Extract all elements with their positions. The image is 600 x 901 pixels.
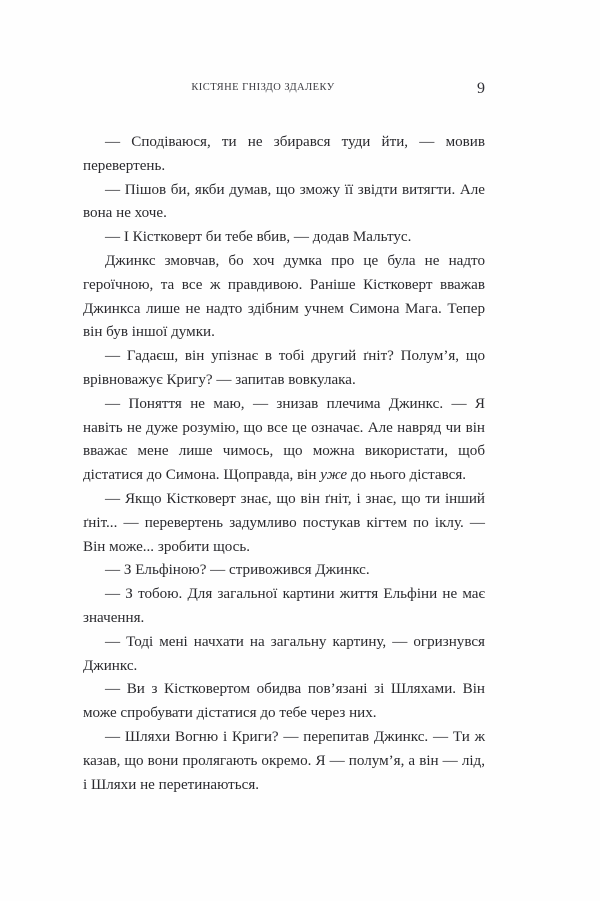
paragraph-text-lead: — Поняття не маю, — знизав плечима Джинкс. — Я навіть не дуже розумію, що все це означає. Але навряд чи він вважає мене лише чимось, що можна використати, щоб дістатися до Симона. Щоправда, він — [83, 395, 485, 484]
running-head-title: КІСТЯНЕ ГНІЗДО ЗДАЛЕКУ — [191, 82, 335, 93]
paragraph: Джинкс змовчав, бо хоч думка про це була не надто героїчною, та все ж правдивою. Раніше Кістковерт вважав Джинкса лише не надто здібним учнем Симона Мага. Тепер він був іншої думки. — [83, 252, 485, 341]
paragraph: — З Ельфіною? — стривожився Джинкс. — [105, 562, 370, 579]
paragraph: — Сподіваюся, ти не збирався туди йти, — мовив перевертень. — [83, 134, 485, 174]
paragraph: — Тоді мені начхати на загальну картину, — огризнувся Джинкс. — [83, 633, 485, 674]
paragraph: — Пішов би, якби думав, що зможу її звідти витягти. Але вона не хоче. — [83, 181, 485, 222]
page-number: 9 — [477, 80, 485, 97]
paragraph: — І Кістковерт би тебе вбив, — додав Мальтус. — [105, 229, 412, 246]
paragraph: — Якщо Кістковерт знає, що він ґніт, і знає, що ти інший ґніт... — перевертень задумливо постукав кігтем по іклу. — Він може... зробити щось. — [83, 490, 485, 555]
paragraph: — Гадаєш, він упізнає в тобі другий ґніт? Полум’я, що врівноважує Кригу? — запитав вовкулака. — [83, 348, 485, 388]
running-head — [83, 80, 485, 106]
paragraph-text-tail: до нього дістався. — [347, 467, 467, 484]
paragraph: — З тобою. Для загальної картини життя Ельфіни не має значення. — [83, 586, 485, 626]
body-text-block — [83, 131, 485, 797]
paragraph-with-emphasis — [83, 393, 485, 488]
paragraph: — Ви з Кістковертом обидва пов’язані зі Шляхами. Він може спробувати дістатися до тебе через них. — [83, 681, 485, 722]
paragraph: — Шляхи Вогню і Криги? — перепитав Джинкс. — Ти ж казав, що вони пролягають окремо. Я — полум’я, а він — лід, і Шляхи не перетинаються. — [83, 728, 485, 793]
emphasis-word: уже — [320, 467, 348, 484]
